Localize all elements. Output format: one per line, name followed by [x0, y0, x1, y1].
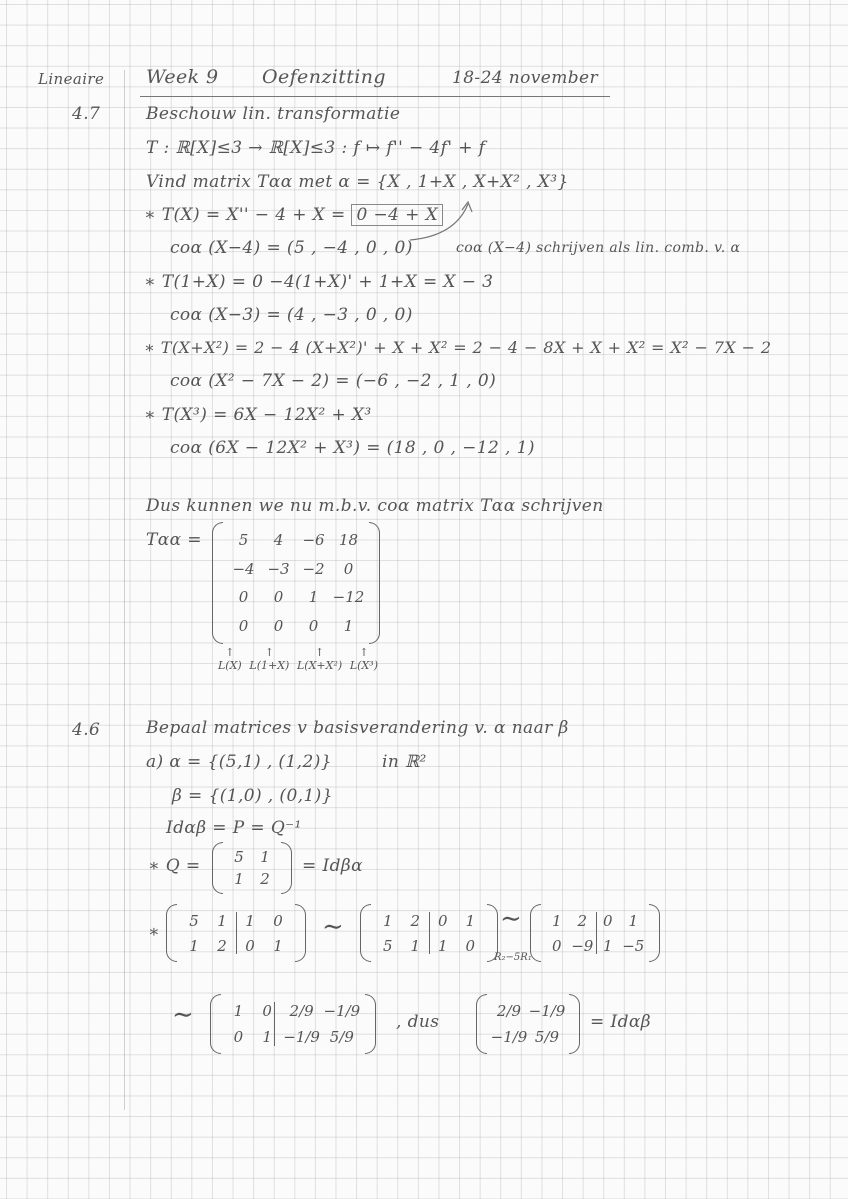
result-identity-label: = Idαβ [590, 1012, 651, 1032]
matrix-cell: 5 [382, 936, 393, 955]
column-caption: ↑ L(X+X²) [297, 646, 343, 672]
augmented-matrix-1 [166, 904, 306, 962]
matrix-cell: −1/9 [323, 1002, 361, 1020]
matrix-left-bracket [212, 842, 223, 894]
matrix-cell: −1/9 [490, 1028, 528, 1046]
matrix-left-bracket [476, 994, 487, 1054]
matrix-cell: 18 [338, 531, 359, 550]
augmented-matrix-4 [210, 994, 376, 1054]
matrix-cell: 1 [233, 1002, 244, 1020]
ex47-line-6: ∗ T(1+X) = 0 −4(1+X)' + 1+X = X − 3 [144, 272, 494, 292]
matrix-cell: 1 [382, 911, 393, 930]
augmented-matrix-2 [360, 904, 498, 962]
matrix-cell: 2/9 [289, 1002, 314, 1020]
matrix-right-bracket [569, 994, 580, 1054]
matrix-cell: −3 [267, 559, 290, 578]
matrix-cell: 5 [189, 911, 199, 930]
matrix-cell: −2 [302, 559, 325, 578]
matrix-cell: 1 [217, 911, 227, 930]
augmented-matrix-3 [530, 904, 660, 962]
ex47-line-12: Dus kunnen we nu m.b.v. coα matrix Tαα schrijven [146, 496, 604, 516]
matrix-cell: 1 [262, 1028, 272, 1046]
matrix-cell: 0 [273, 911, 283, 930]
exercise-number-4-7: 4.7 [72, 104, 101, 124]
matrix-cell: −4 [232, 559, 255, 578]
ex46-line-2b: in ℝ² [382, 752, 427, 772]
ex47-line-9: coα (X² − 7X − 2) = (−6 , −2 , 1 , 0) [170, 371, 497, 391]
matrix-cell: 1 [551, 911, 562, 930]
matrix-left-bracket [166, 904, 177, 962]
matrix-cell: −1/9 [283, 1028, 320, 1046]
matrix-cell: 0 [238, 588, 249, 607]
q-matrix [212, 842, 292, 894]
matrix-right-bracket [649, 904, 660, 962]
ex46-line-5b: = Idβα [302, 856, 363, 876]
matrix-cell: 5/9 [534, 1028, 560, 1046]
matrix-cell: 1 [602, 936, 613, 955]
column-caption: ↑ L(X³) [349, 646, 378, 672]
matrix-left-bracket [210, 994, 221, 1054]
matrix-cell: 5/9 [329, 1028, 354, 1046]
matrix-cell: 0 [465, 936, 476, 955]
matrix-right-bracket [281, 842, 292, 894]
result-matrix [476, 994, 580, 1054]
ex47-line-11: coα (6X − 12X² + X³) = (18 , 0 , −12 , 1) [170, 438, 535, 458]
equivalence-tilde: ∼ [322, 912, 344, 942]
ex47-line-4-text: ∗ T(X) = X'' − 4 + X = [144, 205, 346, 225]
ex46-line-3: β = {(1,0) , (0,1)} [172, 786, 333, 806]
matrix-cell: 5 [234, 848, 244, 866]
matrix-right-bracket [365, 994, 376, 1054]
matrix-cell: 2/9 [496, 1002, 522, 1020]
matrix-right-bracket [295, 904, 306, 962]
ex46-line-2: a) α = {(5,1) , (1,2)} [146, 752, 332, 772]
ex47-line-5: coα (X−4) = (5 , −4 , 0 , 0) [170, 238, 413, 258]
column-caption: ↑ L(1+X) [249, 646, 290, 672]
matrix-cell: 0 [437, 911, 448, 930]
matrix-cell: 0 [273, 616, 284, 635]
matrix-cell: 0 [233, 1028, 244, 1046]
matrix-cell: 0 [238, 616, 249, 635]
matrix-cell: 1 [308, 588, 319, 607]
matrix-cell: 1 [437, 936, 448, 955]
exercise-number-4-6: 4.6 [72, 720, 101, 740]
ex47-line-10: ∗ T(X³) = 6X − 12X² + X³ [144, 405, 372, 425]
matrix-cell: 1 [260, 848, 270, 866]
matrix-cell: −1/9 [528, 1002, 566, 1020]
date-range: 18-24 november [452, 68, 599, 88]
matrix-left-bracket [530, 904, 541, 962]
matrix-cell: 2 [577, 911, 588, 930]
matrix-cell: 5 [238, 531, 249, 550]
matrix-cell: −6 [302, 531, 325, 550]
transformation-matrix [212, 522, 380, 644]
matrix-cell: 1 [245, 911, 255, 930]
matrix-cell: 1 [189, 936, 199, 955]
matrix-cell: 0 [343, 559, 354, 578]
matrix-cell: 2 [410, 911, 421, 930]
equivalence-tilde: ∼ [172, 1000, 194, 1030]
session-label: Oefenzitting [262, 66, 386, 88]
column-captions [218, 646, 378, 672]
matrix-cell: −12 [332, 588, 365, 607]
matrix-cell: −5 [622, 936, 645, 955]
matrix-cell: 1 [465, 911, 476, 930]
ex47-line-1: Beschouw lin. transformatie [146, 104, 401, 124]
matrix-cell: 1 [410, 936, 421, 955]
ex46-line-1: Bepaal matrices v basisverandering v. α naar β [146, 718, 569, 738]
dus-label: , dus [396, 1012, 440, 1032]
matrix-cell: 2 [217, 936, 227, 955]
matrix-left-bracket [360, 904, 371, 962]
ex47-line-7: coα (X−3) = (4 , −3 , 0 , 0) [170, 305, 413, 325]
ex47-boxed-expression: 0 −4 + X [351, 204, 443, 226]
matrix-cell: 4 [273, 531, 284, 550]
matrix-left-bracket [212, 522, 223, 644]
ex47-line-3: Vind matrix Tαα met α = {X , 1+X , X+X² , X³} [146, 172, 569, 192]
matrix-label: Tαα = [146, 530, 202, 550]
matrix-cell: 0 [551, 936, 562, 955]
matrix-cell: 0 [245, 936, 255, 955]
equivalence-tilde: ∼ [500, 904, 522, 934]
matrix-cell: 0 [262, 1002, 272, 1020]
matrix-cell: 1 [234, 870, 244, 888]
matrix-cell: 1 [343, 616, 354, 635]
matrix-cell: 1 [628, 911, 639, 930]
ex46-line-5a: ∗ Q = [148, 856, 201, 876]
matrix-right-bracket [369, 522, 380, 644]
matrix-cell: 1 [273, 936, 283, 955]
column-caption: ↑ L(X) [218, 646, 242, 672]
matrix-cell: 0 [273, 588, 284, 607]
ex47-side-note: coα (X−4) schrijven als lin. comb. v. α [456, 240, 741, 256]
matrix-cell: 0 [602, 911, 613, 930]
week-label: Week 9 [146, 66, 219, 88]
matrix-cell: 2 [260, 870, 270, 888]
step-marker: ∗ [148, 922, 160, 942]
ex46-line-4: Idαβ = P = Q⁻¹ [166, 818, 302, 838]
ex47-line-2: T : ℝ[X]≤3 → ℝ[X]≤3 : f ↦ f'' − 4f' + f [146, 138, 486, 158]
matrix-cell: −9 [571, 936, 594, 955]
matrix-cell: 0 [308, 616, 319, 635]
ex47-line-8: ∗ T(X+X²) = 2 − 4 (X+X²)' + X + X² = 2 − 4 − 8X + X + X² = X² − 7X − 2 [144, 338, 772, 357]
course-label: Lineaire [38, 70, 105, 88]
row-operation-label: R₂−5R₁ [494, 952, 532, 963]
